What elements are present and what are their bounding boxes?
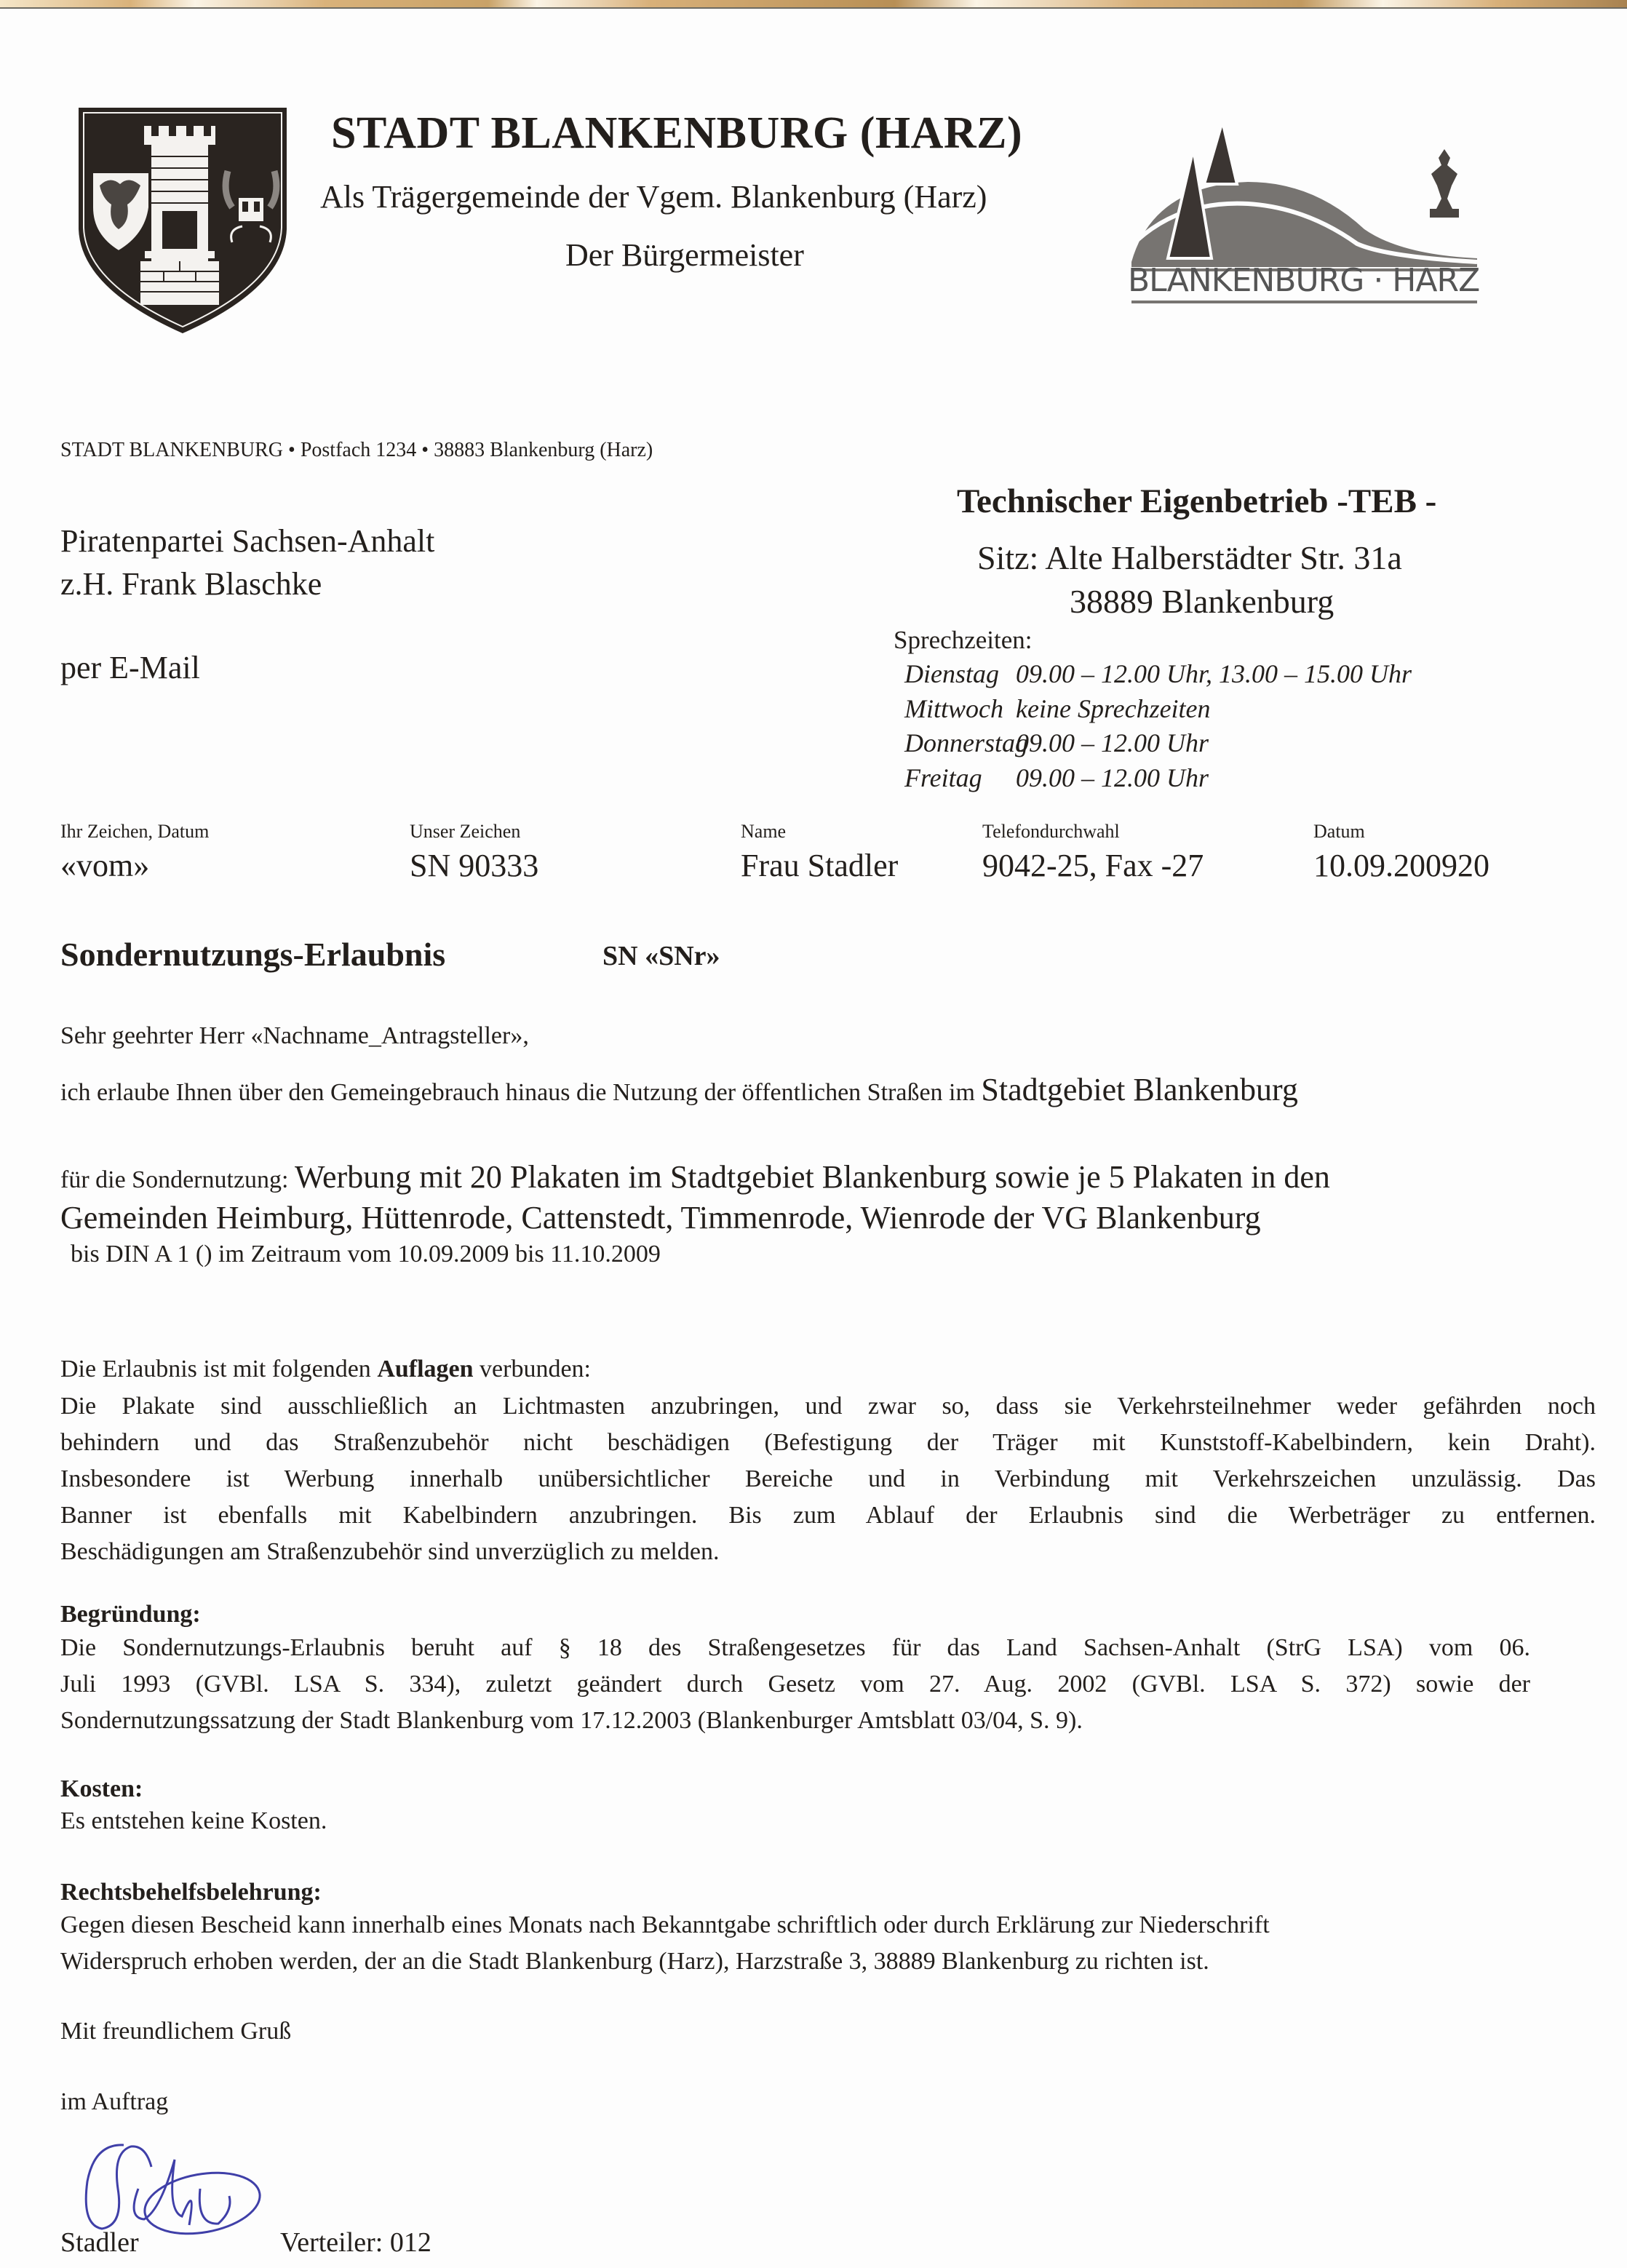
office-hours-row — [904, 693, 1211, 724]
legal-line: Gegen diesen Bescheid kann innerhalb eines Monats nach Bekanntgabe schriftlich oder durch Erklärung zur Niederschrift — [60, 1911, 1270, 1938]
intro-area: Stadtgebiet Blankenburg — [981, 1072, 1298, 1107]
subject-title: Sondernutzungs-Erlaubnis — [60, 936, 446, 973]
distribution: Verteiler: 012 — [280, 2227, 431, 2258]
recipient-line2: z.H. Frank Blaschke — [60, 566, 322, 602]
conditions-bold: Auflagen — [377, 1356, 474, 1382]
delivery-method: per E-Mail — [60, 650, 200, 685]
intro-line — [60, 1071, 1298, 1108]
conditions-line: Banner ist ebenfalls mit Kabelbindern anzubringen. Bis zum Ablauf der Erlaubnis sind die Werbeträger zu entfernen. — [60, 1502, 1596, 1529]
hours-day: Mittwoch — [904, 694, 1003, 723]
hours-time: 09.00 – 12.00 Uhr — [1016, 728, 1209, 757]
salutation: Sehr geehrter Herr «Nachname_Antragsteller», — [60, 1022, 529, 1049]
ref-value: 9042-25, Fax -27 — [982, 848, 1204, 883]
return-address: STADT BLANKENBURG • Postfach 1234 • 38883 Blankenburg (Harz) — [60, 439, 653, 461]
hours-time: 09.00 – 12.00 Uhr, 13.00 – 15.00 Uhr — [1016, 659, 1412, 688]
costs-heading: Kosten: — [60, 1775, 143, 1802]
ref-value: «vom» — [60, 848, 150, 883]
usage-line3: bis DIN A 1 () im Zeitraum vom 10.09.2009 bis 11.10.2009 — [71, 1241, 661, 1268]
conditions-line: behindern und das Straßenzubehör nicht beschädigen (Befestigung der Träger mit Kunststoff-Kabelbindern, kein Draht). — [60, 1429, 1596, 1456]
ref-value: SN 90333 — [410, 848, 539, 883]
hours-day: Dienstag — [904, 659, 999, 688]
usage-line1 — [60, 1158, 1330, 1195]
office-hours-row — [904, 658, 1412, 689]
hours-time: keine Sprechzeiten — [1016, 694, 1211, 723]
ref-label: Unser Zeichen — [410, 821, 521, 842]
legal-line: Widerspruch erhoben werden, der an die Stadt Blankenburg (Harz), Harzstraße 3, 38889 Blankenburg zu richten ist. — [60, 1948, 1209, 1975]
signature-name: Stadler — [60, 2227, 139, 2258]
recipient-line1: Piratenpartei Sachsen-Anhalt — [60, 523, 435, 559]
costs-text: Es entstehen keine Kosten. — [60, 1807, 327, 1834]
usage-text: Werbung mit 20 Plakaten im Stadtgebiet Blankenburg sowie je 5 Plakaten in den — [295, 1159, 1330, 1195]
city-logo — [1124, 113, 1484, 306]
subject-ref: SN «SNr» — [602, 941, 720, 971]
department-seat: Sitz: Alte Halberstädter Str. 31a — [977, 539, 1402, 576]
reason-line: Juli 1993 (GVBl. LSA S. 334), zuletzt geändert durch Gesetz vom 27. Aug. 2002 (GVBl. LSA S. 372) sowie der — [60, 1671, 1530, 1698]
legal-heading: Rechtsbehelfsbelehrung: — [60, 1879, 322, 1906]
usage-label: für die Sondernutzung: — [60, 1166, 289, 1193]
hours-day: Freitag — [904, 763, 982, 792]
office-hours-row — [904, 728, 1209, 758]
department-city: 38889 Blankenburg — [1070, 583, 1334, 620]
ref-label: Name — [741, 821, 787, 842]
ref-value: Frau Stadler — [741, 848, 899, 883]
office-hours-label: Sprechzeiten: — [894, 626, 1033, 654]
signature-icon — [73, 2138, 277, 2240]
city-logo-text: BLANKENBURG · HARZ — [1128, 262, 1480, 299]
coat-of-arms-icon — [76, 106, 289, 335]
department-title: Technischer Eigenbetrieb -TEB - — [957, 482, 1437, 520]
intro-text: ich erlaube Ihnen über den Gemeingebrauch hinaus die Nutzung der öffentlichen Straßen im — [60, 1079, 975, 1106]
letterhead-title: STADT BLANKENBURG (HARZ) — [331, 108, 1023, 158]
closing-on-behalf: im Auftrag — [60, 2088, 169, 2115]
conditions-post: verbunden: — [473, 1356, 591, 1382]
ref-label: Telefondurchwahl — [982, 821, 1120, 842]
ref-value: 10.09.200920 — [1313, 848, 1489, 883]
letterhead-office: Der Bürgermeister — [565, 237, 804, 273]
conditions-pre: Die Erlaubnis ist mit folgenden — [60, 1356, 378, 1382]
letterhead-subtitle: Als Trägergemeinde der Vgem. Blankenburg (Harz) — [320, 179, 987, 215]
conditions-line: Insbesondere ist Werbung innerhalb unübersichtlicher Bereiche und in Verbindung mit Verkehrszeichen unzulässig. Das — [60, 1465, 1596, 1492]
conditions-line: Die Plakate sind ausschließlich an Lichtmasten anzubringen, und zwar so, dass sie Verkehrsteilnehmer weder gefährden noch — [60, 1393, 1596, 1420]
ref-label: Ihr Zeichen, Datum — [60, 821, 210, 842]
conditions-line: Beschädigungen am Straßenzubehör sind unverzüglich zu melden. — [60, 1538, 720, 1565]
reason-line: Die Sondernutzungs-Erlaubnis beruht auf § 18 des Straßengesetzes für das Land Sachsen-Anhalt (StrG LSA) vom 06. — [60, 1634, 1530, 1661]
office-hours-row — [904, 763, 1209, 793]
reason-heading: Begründung: — [60, 1601, 201, 1628]
scan-edge — [0, 0, 1627, 9]
usage-line2: Gemeinden Heimburg, Hüttenrode, Cattenstedt, Timmenrode, Wienrode der VG Blankenburg — [60, 1200, 1261, 1236]
closing-greeting: Mit freundlichem Gruß — [60, 2018, 292, 2045]
conditions-paragraph — [60, 1388, 1596, 1570]
conditions-intro — [60, 1356, 591, 1383]
reason-paragraph — [60, 1630, 1530, 1739]
reason-line: Sondernutzungssatzung der Stadt Blankenburg vom 17.12.2003 (Blankenburger Amtsblatt 03/04, S. 9). — [60, 1707, 1083, 1734]
ref-label: Datum — [1313, 821, 1365, 842]
hours-day: Donnerstag — [904, 728, 1028, 757]
hours-time: 09.00 – 12.00 Uhr — [1016, 763, 1209, 792]
